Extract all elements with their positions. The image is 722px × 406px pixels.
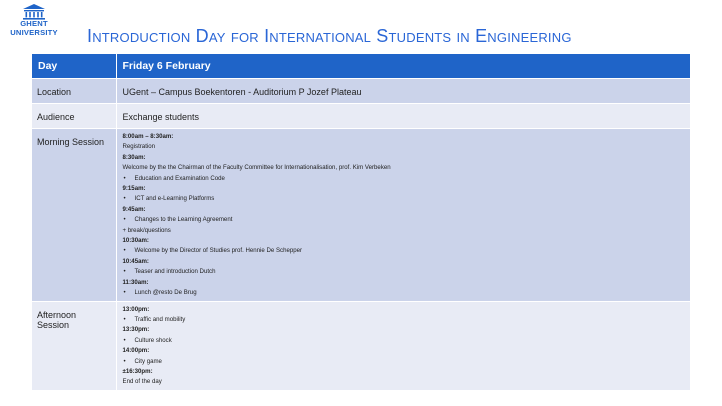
- session-bullet-text: Culture shock: [134, 336, 172, 344]
- logo-line-1: GHENT: [20, 19, 48, 28]
- university-building-icon: [22, 4, 46, 20]
- session-text: + break/questions: [122, 226, 171, 234]
- session-text: End of the day: [122, 378, 162, 386]
- bullet-icon: •: [123, 289, 126, 297]
- session-time: 13:00pm:: [122, 305, 150, 313]
- session-bullet-item: [123, 215, 685, 225]
- session-time: 10:30am:: [122, 237, 149, 245]
- session-bullet-item: [123, 246, 685, 256]
- bullet-icon: •: [123, 174, 126, 182]
- header-day-label: Day: [32, 54, 116, 79]
- logo-line-2: UNIVERSITY: [10, 27, 58, 37]
- audience-value: Exchange students: [116, 104, 690, 129]
- session-bullet-text: Education and Examination Code: [134, 174, 225, 182]
- table-row-afternoon-session: [32, 301, 690, 390]
- bullet-icon: •: [123, 336, 126, 344]
- session-bullet-item: [123, 267, 685, 277]
- session-bullet-item: [123, 357, 685, 367]
- bullet-icon: •: [123, 216, 126, 224]
- session-time: 10:45am:: [122, 257, 149, 265]
- morning-session-cell: [116, 129, 690, 302]
- schedule-table: [32, 54, 690, 391]
- session-text: Welcome by the the Chairman of the Faculty Committee for Internationalisation, prof. Kim Verbeken: [122, 164, 391, 172]
- session-bullet-text: Teaser and introduction Dutch: [134, 268, 216, 276]
- session-text: Registration: [122, 143, 156, 151]
- bullet-icon: •: [123, 357, 126, 365]
- session-bullet-text: ICT and e-Learning Platforms: [134, 195, 215, 203]
- location-value: UGent – Campus Boekentoren - Auditorium P Jozef Plateau: [116, 79, 690, 104]
- bullet-icon: •: [123, 195, 126, 203]
- morning-session-label: Morning Session: [32, 129, 116, 302]
- session-time: ±16:30pm:: [122, 367, 153, 375]
- session-bullet-text: Changes to the Learning Agreement: [134, 216, 233, 224]
- session-bullet-item: [123, 174, 685, 184]
- session-time: 8:00am – 8:30am:: [122, 133, 174, 140]
- bullet-icon: •: [123, 268, 126, 276]
- afternoon-session-label: Afternoon Session: [32, 301, 116, 390]
- session-bullet-text: Welcome by the Director of Studies prof. Hennie De Schepper: [134, 247, 303, 255]
- header-day-value: Friday 6 February: [116, 54, 690, 79]
- session-time: 9:45am:: [122, 205, 146, 213]
- ghent-university-logo: [4, 4, 64, 37]
- session-bullet-item: [123, 315, 685, 325]
- session-bullet-text: City game: [134, 357, 162, 365]
- session-bullet-item: [123, 336, 685, 346]
- table-row-morning-session: [32, 129, 690, 302]
- afternoon-session-cell: [116, 301, 690, 390]
- table-row-audience: [32, 104, 690, 129]
- session-bullet-text: Lunch @resto De Brug: [134, 289, 197, 297]
- session-time: 9:15am:: [122, 185, 146, 193]
- bullet-icon: •: [123, 247, 126, 255]
- session-time: 8:30am:: [122, 153, 146, 161]
- afternoon-session-list: [123, 305, 685, 388]
- session-bullet-item: [123, 194, 685, 204]
- audience-label: Audience: [32, 104, 116, 129]
- page-title: Introduction Day for International Students in Engineering: [87, 26, 572, 46]
- table-row-location: [32, 79, 690, 104]
- session-bullet-item: [123, 288, 685, 298]
- session-bullet-text: Traffic and mobility: [134, 315, 186, 323]
- morning-session-list: [123, 132, 685, 299]
- session-time: 11:30am:: [122, 278, 149, 286]
- session-time: 14:00pm:: [122, 347, 150, 355]
- location-label: Location: [32, 79, 116, 104]
- bullet-icon: •: [123, 315, 126, 323]
- session-time: 13:30pm:: [122, 326, 150, 334]
- table-header-row: [32, 54, 690, 79]
